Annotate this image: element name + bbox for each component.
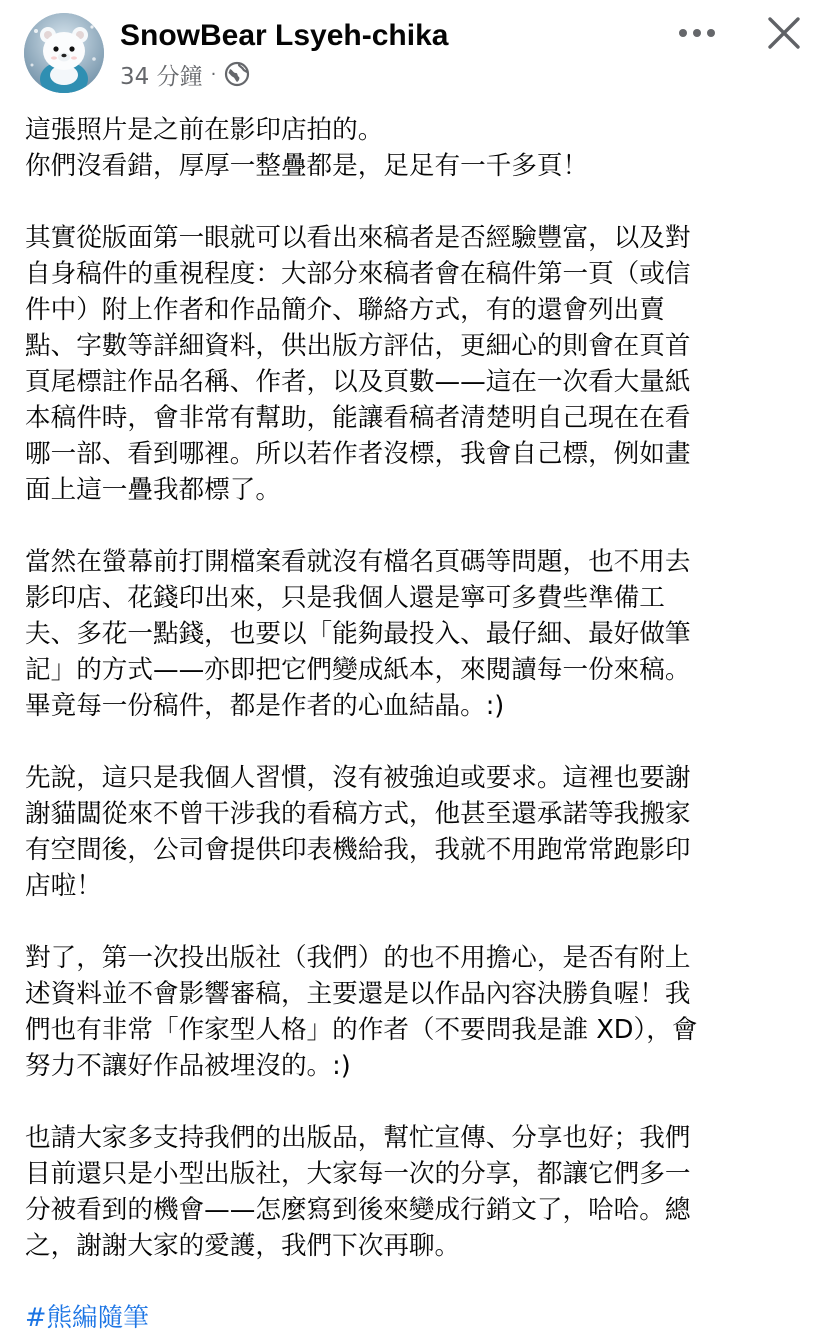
text-line: 目前還只是小型出版社，大家每一次的分享，都讓它們多一 (25, 1159, 691, 1189)
paragraph (25, 112, 815, 184)
text-line: 們也有非常「作家型人格」的作者（不要問我是誰 XD），會 (25, 1015, 698, 1045)
text-line: 件中）附上作者和作品簡介、聯絡方式，有的還會列出賣 (25, 295, 665, 325)
post-header (0, 0, 828, 100)
polar-bear-avatar-icon (24, 13, 104, 93)
meta-separator: · (210, 63, 217, 85)
paragraph (25, 544, 815, 724)
text-line: 分被看到的機會——怎麼寫到後來變成行銷文了，哈哈。總 (25, 1195, 691, 1225)
text-line: 你們沒看錯，厚厚一整疊都是，足足有一千多頁！ (25, 151, 589, 181)
more-options-button[interactable] (672, 16, 722, 50)
close-button[interactable] (760, 10, 808, 56)
post-timestamp[interactable]: 34 分鐘 (120, 63, 203, 90)
text-line: 面上這一疊我都標了。 (25, 475, 281, 505)
text-line: 畢竟每一份稿件，都是作者的心血結晶。:) (25, 691, 505, 721)
text-line: 述資料並不會影響審稿，主要還是以作品內容決勝負喔！我 (25, 979, 691, 1009)
close-icon (766, 15, 802, 51)
text-line: 夫、多花一點錢，也要以「能夠最投入、最仔細、最好做筆 (25, 619, 691, 649)
hashtag-link[interactable]: #熊編隨筆 (25, 1303, 149, 1333)
text-line: 其實從版面第一眼就可以看出來稿者是否經驗豐富，以及對 (25, 223, 691, 253)
text-line: 當然在螢幕前打開檔案看就沒有檔名頁碼等問題，也不用去 (25, 547, 691, 577)
text-line: 謝貓闆從來不曾干涉我的看稿方式，他甚至還承諾等我搬家 (25, 799, 691, 829)
paragraph (25, 760, 815, 904)
text-line: 有空間後，公司會提供印表機給我，我就不用跑常常跑影印 (25, 835, 691, 865)
author-name[interactable]: SnowBear Lsyeh-chika (120, 19, 449, 52)
text-line: 對了，第一次投出版社（我們）的也不用擔心，是否有附上 (25, 943, 691, 973)
text-line: 之，謝謝大家的愛護，我們下次再聊。 (25, 1231, 461, 1261)
text-line: 影印店、花錢印出來，只是我個人還是寧可多費些準備工 (25, 583, 665, 613)
text-line: 先說，這只是我個人習慣，沒有被強迫或要求。這裡也要謝 (25, 763, 691, 793)
avatar[interactable] (24, 13, 104, 93)
post-meta (120, 58, 250, 90)
globe-icon[interactable] (224, 61, 250, 87)
paragraph (25, 940, 815, 1084)
text-line: 努力不讓好作品被埋沒的。:) (25, 1051, 351, 1081)
text-line: 點、字數等詳細資料，供出版方評估，更細心的則會在頁首 (25, 331, 691, 361)
paragraph (25, 1120, 815, 1264)
text-line: 本稿件時，會非常有幫助，能讓看稿者清楚明自己現在在看 (25, 403, 691, 433)
text-line: 自身稿件的重視程度：大部分來稿者會在稿件第一頁（或信 (25, 259, 691, 289)
text-line: 店啦！ (25, 871, 102, 901)
paragraph (25, 220, 815, 508)
text-line: 也請大家多支持我們的出版品，幫忙宣傳、分享也好；我們 (25, 1123, 691, 1153)
text-line: 哪一部、看到哪裡。所以若作者沒標，我會自己標，例如畫 (25, 439, 691, 469)
more-dots-icon (677, 27, 717, 39)
post-body (25, 112, 815, 1336)
text-line: 頁尾標註作品名稱、作者，以及頁數——這在一次看大量紙 (25, 367, 691, 397)
text-line: 這張照片是之前在影印店拍的。 (25, 115, 384, 145)
text-line: 記」的方式——亦即把它們變成紙本，來閱讀每一份來稿。 (25, 655, 691, 685)
